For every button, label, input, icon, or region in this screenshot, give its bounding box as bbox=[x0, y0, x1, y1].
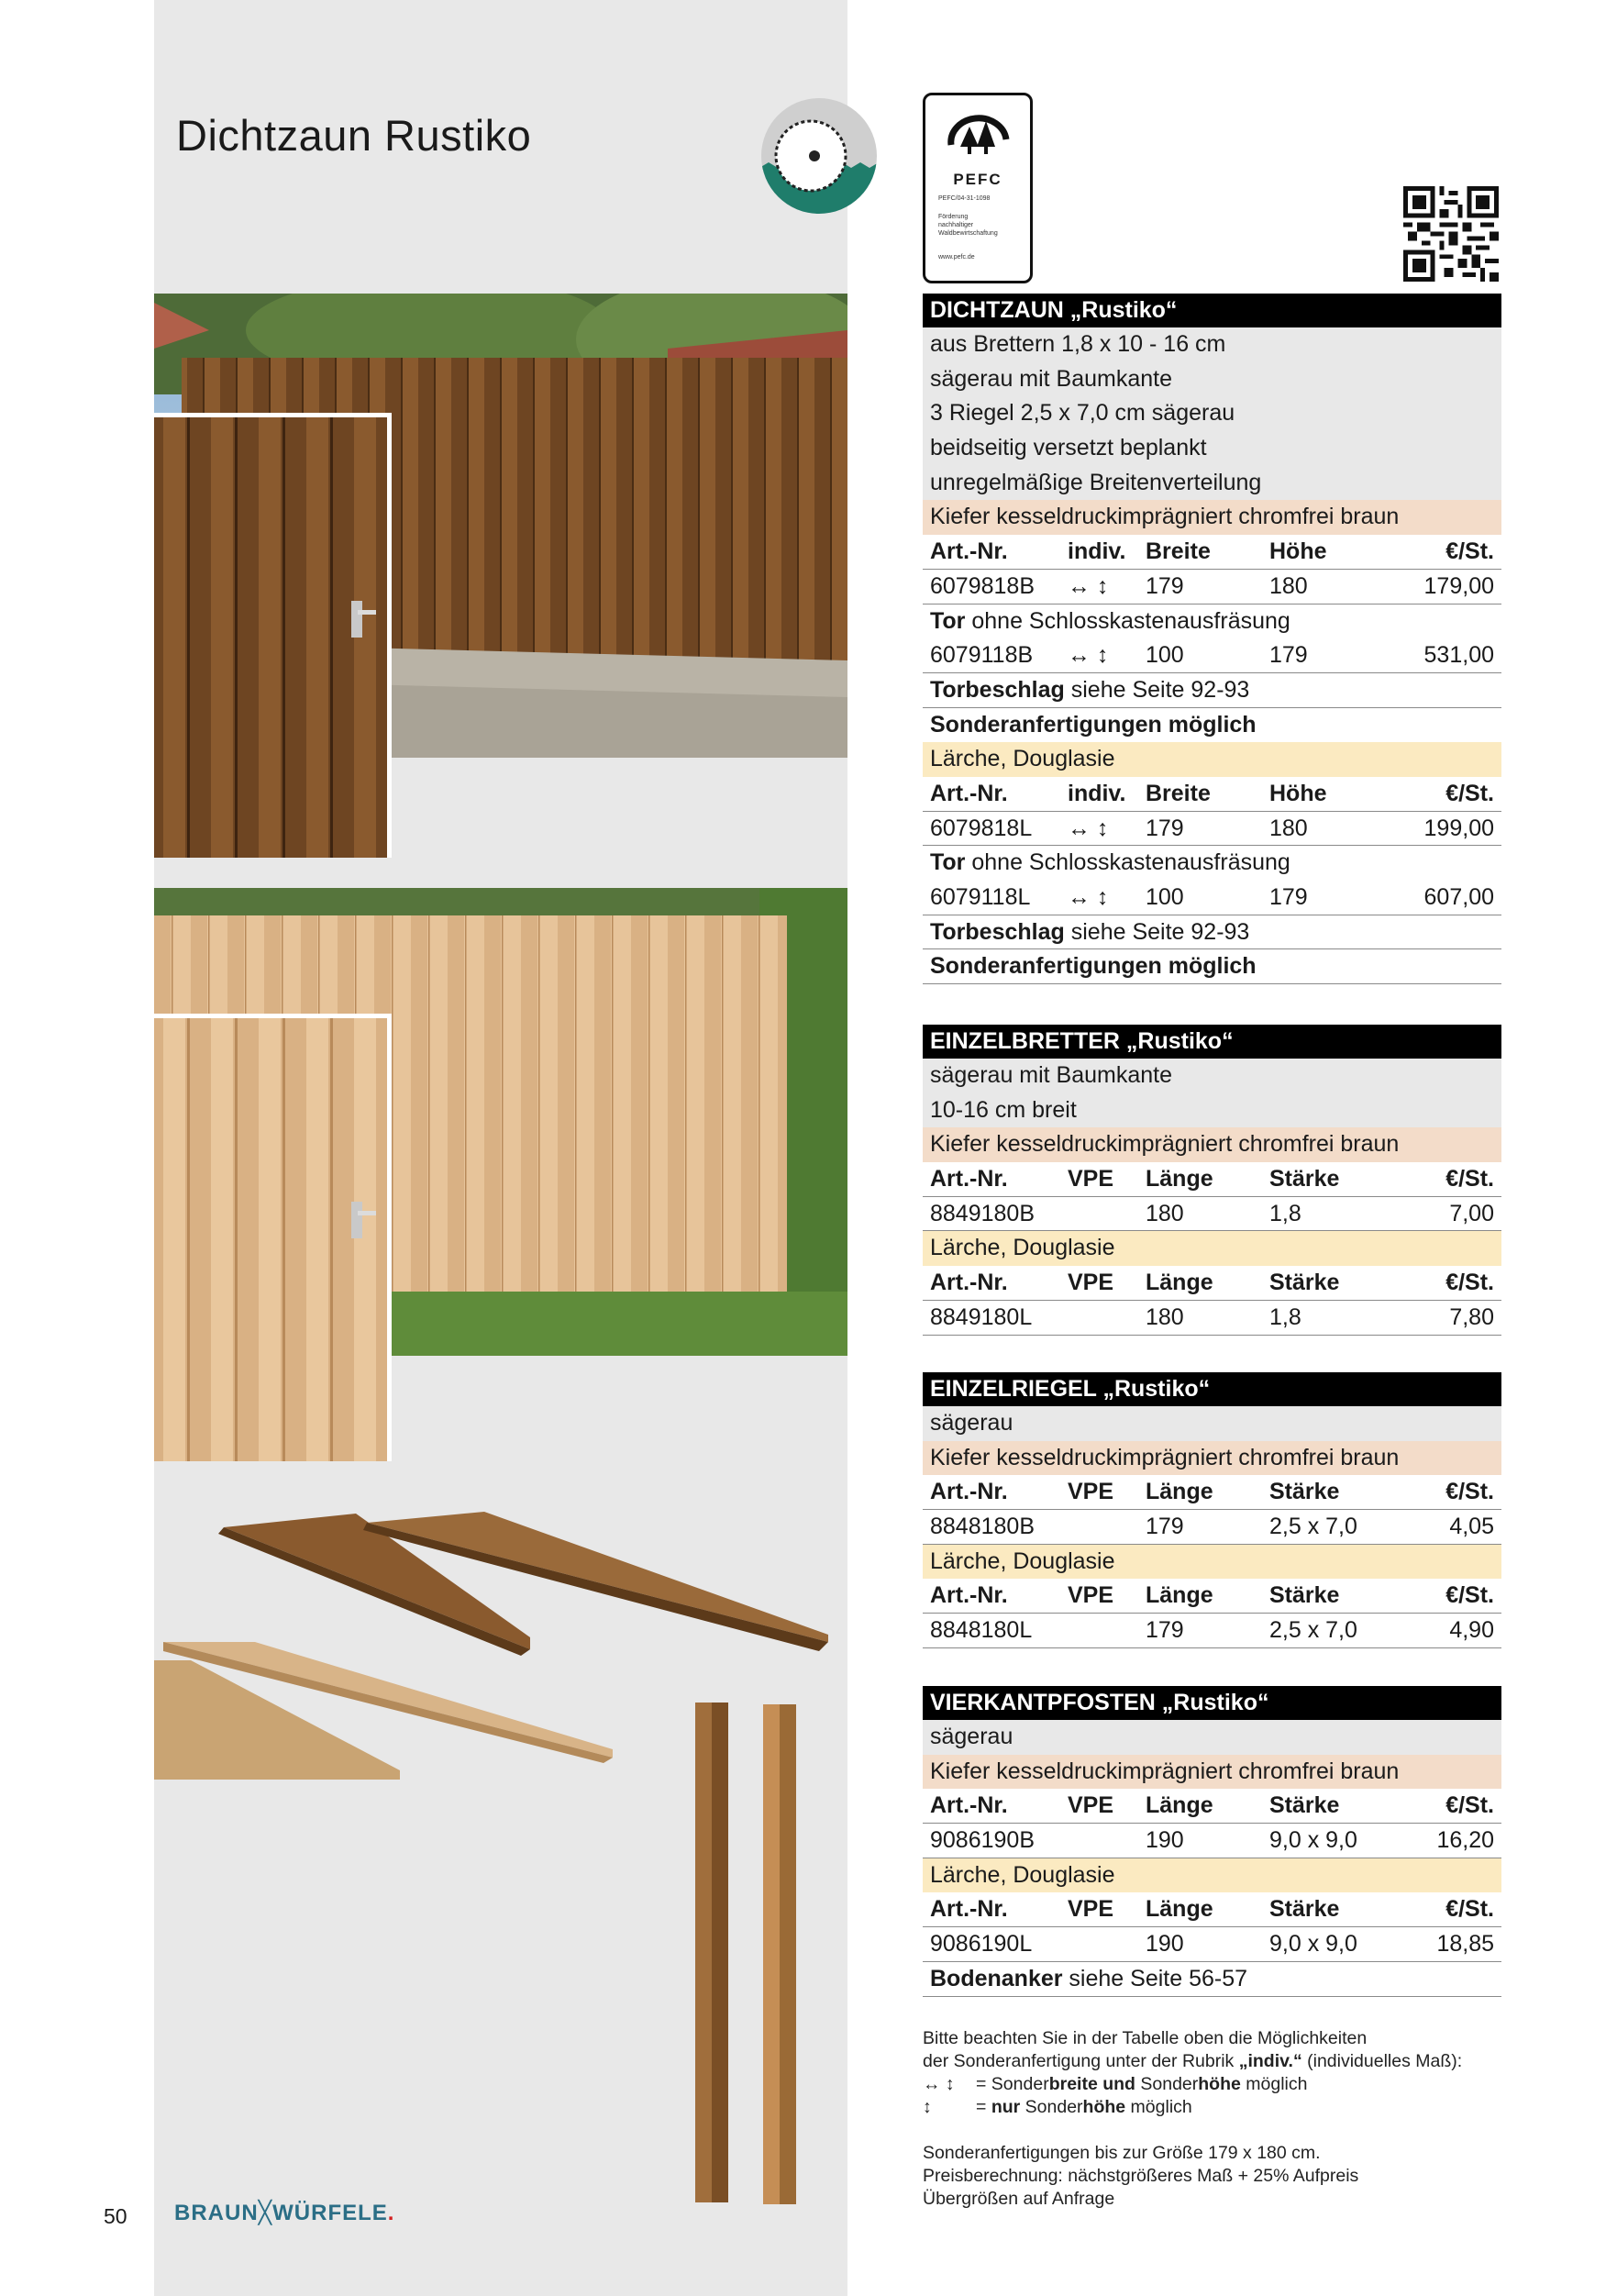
laenge: 180 bbox=[1146, 1200, 1184, 1226]
col-staerke: Stärke bbox=[1269, 1582, 1340, 1609]
col-art: Art.-Nr. bbox=[930, 1582, 1008, 1609]
col-vpe: VPE bbox=[1068, 1166, 1114, 1192]
col-staerke: Stärke bbox=[1269, 1479, 1340, 1505]
pefc-line3: Waldbewirtschaftung bbox=[938, 230, 998, 237]
art-nr: 8849180L bbox=[930, 1303, 1033, 1330]
torbeschlag-note bbox=[923, 673, 1501, 708]
brand-part1: BRAUN bbox=[174, 2201, 259, 2225]
desc-line: sägerau bbox=[923, 1720, 1501, 1755]
table-row bbox=[923, 1197, 1501, 1232]
legend-text: möglich bbox=[1240, 2074, 1308, 2094]
hoehe: 180 bbox=[1269, 815, 1308, 841]
col-art: Art.-Nr. bbox=[930, 1792, 1008, 1819]
arrows-both-icon: ↔ ↕ bbox=[923, 2074, 955, 2094]
photo-larch-gate bbox=[154, 1014, 392, 1461]
table-header bbox=[923, 1579, 1501, 1614]
col-art: Art.-Nr. bbox=[930, 1166, 1008, 1192]
art-nr: 6079818B bbox=[930, 572, 1036, 599]
tor-rest: ohne Schlosskastenausfräsung bbox=[965, 849, 1290, 876]
art-nr: 8848180L bbox=[930, 1617, 1033, 1644]
table-row bbox=[923, 881, 1501, 915]
desc-line: beidseitig versetzt beplankt bbox=[923, 431, 1501, 466]
table-header bbox=[923, 1789, 1501, 1824]
col-laenge: Länge bbox=[1146, 1896, 1213, 1923]
legend-bold: nur bbox=[991, 2097, 1021, 2117]
wood-type-kiefer: Kiefer kesseldruckimprägniert chromfrei braun bbox=[923, 1441, 1501, 1476]
legend-bold: höhe bbox=[1198, 2074, 1241, 2094]
table-row bbox=[923, 812, 1501, 847]
hoehe: 180 bbox=[1269, 572, 1308, 599]
col-price: €/St. bbox=[1445, 1582, 1494, 1609]
table-row bbox=[923, 1614, 1501, 1648]
indiv-arrows-icon: ↔ ↕ bbox=[1068, 815, 1109, 841]
table-header bbox=[923, 1475, 1501, 1510]
brand-logo bbox=[174, 2200, 394, 2226]
staerke: 2,5 x 7,0 bbox=[1269, 1514, 1357, 1540]
laenge: 179 bbox=[1146, 1514, 1184, 1540]
bodenanker-note bbox=[923, 1962, 1501, 1997]
table-header bbox=[923, 535, 1501, 570]
col-laenge: Länge bbox=[1146, 1479, 1213, 1505]
table-header bbox=[923, 1162, 1501, 1197]
desc-line: 10-16 cm breit bbox=[923, 1093, 1501, 1128]
col-vpe: VPE bbox=[1068, 1270, 1114, 1296]
bodenanker-rest: siehe Seite 56-57 bbox=[1062, 1965, 1248, 1991]
table-row bbox=[923, 638, 1501, 673]
note-post: (individuelles Maß): bbox=[1301, 2051, 1463, 2071]
col-staerke: Stärke bbox=[1269, 1896, 1340, 1923]
section-title: EINZELRIEGEL „Rustiko“ bbox=[923, 1372, 1501, 1406]
legend-text: = bbox=[976, 2097, 991, 2117]
col-price: €/St. bbox=[1445, 1479, 1494, 1505]
section-title: DICHTZAUN „Rustiko“ bbox=[923, 294, 1501, 327]
table-row bbox=[923, 1927, 1501, 1962]
art-nr: 8849180B bbox=[930, 1200, 1036, 1226]
legend-text: = Sonder bbox=[976, 2074, 1049, 2094]
col-staerke: Stärke bbox=[1269, 1270, 1340, 1296]
table-header bbox=[923, 1266, 1501, 1301]
col-laenge: Länge bbox=[1146, 1582, 1213, 1609]
sonder-note: Sonderanfertigungen möglich bbox=[923, 949, 1501, 984]
col-hoehe: Höhe bbox=[1269, 780, 1327, 806]
wood-type-kiefer: Kiefer kesseldruckimprägniert chromfrei braun bbox=[923, 1127, 1501, 1162]
legend-bold: höhe bbox=[1082, 2097, 1126, 2117]
tor-label bbox=[923, 605, 1501, 639]
arrow-vertical-icon: ↕ bbox=[923, 2097, 932, 2117]
price: 4,05 bbox=[1449, 1514, 1494, 1540]
desc-line: unregelmäßige Breitenverteilung bbox=[923, 466, 1501, 501]
col-laenge: Länge bbox=[1146, 1166, 1213, 1192]
table-row bbox=[923, 1301, 1501, 1336]
staerke: 1,8 bbox=[1269, 1303, 1301, 1330]
indiv-arrows-icon: ↔ ↕ bbox=[1068, 884, 1109, 910]
staerke: 9,0 x 9,0 bbox=[1269, 1931, 1357, 1958]
photo-loose-boards-posts bbox=[154, 1486, 847, 2220]
col-price: €/St. bbox=[1445, 1166, 1494, 1192]
col-vpe: VPE bbox=[1068, 1479, 1114, 1505]
col-price: €/St. bbox=[1445, 780, 1494, 806]
col-indiv: indiv. bbox=[1068, 538, 1126, 565]
wood-type-laerche: Lärche, Douglasie bbox=[923, 742, 1501, 777]
price: 179,00 bbox=[1423, 572, 1494, 599]
pefc-line1: Förderung bbox=[938, 214, 969, 220]
wood-type-laerche: Lärche, Douglasie bbox=[923, 1545, 1501, 1580]
col-price: €/St. bbox=[1445, 538, 1494, 565]
tor-bold: Tor bbox=[930, 849, 966, 876]
col-staerke: Stärke bbox=[1269, 1792, 1340, 1819]
col-vpe: VPE bbox=[1068, 1582, 1114, 1609]
price: 7,80 bbox=[1449, 1303, 1494, 1330]
col-indiv: indiv. bbox=[1068, 780, 1126, 806]
desc-line: sägerau mit Baumkante bbox=[923, 1059, 1501, 1093]
art-nr: 6079118L bbox=[930, 884, 1031, 910]
pefc-code: PEFC/04-31-1098 bbox=[938, 195, 991, 202]
notes-block bbox=[923, 2027, 1528, 2211]
section-title: VIERKANTPFOSTEN „Rustiko“ bbox=[923, 1686, 1501, 1720]
art-nr: 9086190B bbox=[930, 1827, 1036, 1854]
wood-type-laerche: Lärche, Douglasie bbox=[923, 1231, 1501, 1266]
torbeschlag-note bbox=[923, 915, 1501, 950]
section-einzelriegel bbox=[923, 1372, 1501, 1648]
legend-both bbox=[923, 2073, 1528, 2096]
wood-type-kiefer: Kiefer kesseldruckimprägniert chromfrei braun bbox=[923, 1755, 1501, 1790]
breite: 100 bbox=[1146, 884, 1184, 910]
desc-line: sägerau bbox=[923, 1406, 1501, 1441]
indiv-arrows-icon: ↔ ↕ bbox=[1068, 642, 1109, 669]
section-dichtzaun bbox=[923, 294, 1501, 984]
page-number: 50 bbox=[104, 2204, 127, 2228]
staerke: 1,8 bbox=[1269, 1200, 1301, 1226]
staerke: 9,0 x 9,0 bbox=[1269, 1827, 1357, 1854]
col-hoehe: Höhe bbox=[1269, 538, 1327, 565]
pefc-badge bbox=[923, 93, 1033, 283]
col-vpe: VPE bbox=[1068, 1896, 1114, 1923]
bodenanker-bold: Bodenanker bbox=[930, 1965, 1063, 1991]
note-line: Preisberechnung: nächstgrößeres Maß + 25% Aufpreis bbox=[923, 2166, 1359, 2186]
indiv-arrows-icon: ↔ ↕ bbox=[1068, 572, 1109, 599]
tor-label bbox=[923, 846, 1501, 881]
table-row bbox=[923, 1510, 1501, 1545]
legend-bold: breite und bbox=[1048, 2074, 1135, 2094]
col-price: €/St. bbox=[1445, 1792, 1494, 1819]
breite: 179 bbox=[1146, 572, 1184, 599]
table-row bbox=[923, 1824, 1501, 1858]
price: 18,85 bbox=[1436, 1931, 1494, 1958]
note-line bbox=[923, 2050, 1528, 2073]
laenge: 179 bbox=[1146, 1617, 1184, 1644]
photo-brown-gate bbox=[154, 413, 392, 858]
legend-text: Sonder bbox=[1020, 2097, 1083, 2117]
saw-blade-logo bbox=[759, 96, 879, 216]
price: 7,00 bbox=[1449, 1200, 1494, 1226]
desc-line: 3 Riegel 2,5 x 7,0 cm sägerau bbox=[923, 396, 1501, 431]
table-row bbox=[923, 570, 1501, 605]
col-art: Art.-Nr. bbox=[930, 1270, 1008, 1296]
col-art: Art.-Nr. bbox=[930, 1479, 1008, 1505]
note-pre: der Sonderanfertigung unter der Rubrik bbox=[923, 2051, 1239, 2071]
art-nr: 6079118B bbox=[930, 642, 1034, 669]
pefc-line2: nachhaltiger bbox=[938, 222, 974, 228]
staerke: 2,5 x 7,0 bbox=[1269, 1617, 1357, 1644]
note-line: Sonderanfertigungen bis zur Größe 179 x 180 cm. bbox=[923, 2143, 1321, 2163]
section-einzelbretter bbox=[923, 1025, 1501, 1336]
wood-type-laerche: Lärche, Douglasie bbox=[923, 1858, 1501, 1893]
torbeschlag-bold: Torbeschlag bbox=[930, 918, 1065, 945]
legend-text: Sonder bbox=[1135, 2074, 1199, 2094]
col-vpe: VPE bbox=[1068, 1792, 1114, 1819]
col-laenge: Länge bbox=[1146, 1270, 1213, 1296]
legend-height bbox=[923, 2096, 1528, 2119]
price: 607,00 bbox=[1423, 884, 1494, 910]
price: 531,00 bbox=[1423, 642, 1494, 669]
laenge: 190 bbox=[1146, 1931, 1184, 1958]
brand-dot: . bbox=[387, 2201, 395, 2225]
price: 16,20 bbox=[1436, 1827, 1494, 1854]
laenge: 190 bbox=[1146, 1827, 1184, 1854]
pefc-name: PEFC bbox=[953, 171, 1002, 188]
pefc-tree-icon bbox=[942, 108, 1013, 167]
table-header bbox=[923, 777, 1501, 812]
col-staerke: Stärke bbox=[1269, 1166, 1340, 1192]
hoehe: 179 bbox=[1269, 884, 1308, 910]
note-line: Übergrößen auf Anfrage bbox=[923, 2189, 1115, 2209]
torbeschlag-bold: Torbeschlag bbox=[930, 676, 1065, 703]
table-header bbox=[923, 1892, 1501, 1927]
section-title: EINZELBRETTER „Rustiko“ bbox=[923, 1025, 1501, 1059]
col-art: Art.-Nr. bbox=[930, 538, 1008, 565]
art-nr: 6079818L bbox=[930, 815, 1033, 841]
desc-line: aus Brettern 1,8 x 10 - 16 cm bbox=[923, 327, 1501, 362]
desc-line: sägerau mit Baumkante bbox=[923, 362, 1501, 397]
col-price: €/St. bbox=[1445, 1270, 1494, 1296]
col-breite: Breite bbox=[1146, 780, 1211, 806]
col-breite: Breite bbox=[1146, 538, 1211, 565]
legend-text: möglich bbox=[1125, 2097, 1192, 2117]
breite: 100 bbox=[1146, 642, 1184, 669]
qr-code bbox=[1403, 186, 1499, 282]
note-bold: „indiv.“ bbox=[1238, 2051, 1302, 2071]
torbeschlag-rest: siehe Seite 92-93 bbox=[1064, 918, 1250, 945]
torbeschlag-rest: siehe Seite 92-93 bbox=[1064, 676, 1250, 703]
pefc-url: www.pefc.de bbox=[938, 254, 975, 261]
art-nr: 9086190L bbox=[930, 1931, 1033, 1958]
col-art: Art.-Nr. bbox=[930, 780, 1008, 806]
note-line: Bitte beachten Sie in der Tabelle oben die Möglichkeiten bbox=[923, 2028, 1368, 2048]
page-title: Dichtzaun Rustiko bbox=[176, 111, 532, 160]
breite: 179 bbox=[1146, 815, 1184, 841]
hoehe: 179 bbox=[1269, 642, 1308, 669]
price: 4,90 bbox=[1449, 1617, 1494, 1644]
brand-x-icon: ╳ bbox=[258, 2201, 273, 2225]
brand-part2: WÜRFELE bbox=[272, 2201, 388, 2225]
col-art: Art.-Nr. bbox=[930, 1896, 1008, 1923]
art-nr: 8848180B bbox=[930, 1514, 1036, 1540]
tor-rest: ohne Schlosskastenausfräsung bbox=[965, 607, 1290, 634]
wood-type-kiefer: Kiefer kesseldruckimprägniert chromfrei braun bbox=[923, 500, 1501, 535]
col-price: €/St. bbox=[1445, 1896, 1494, 1923]
col-laenge: Länge bbox=[1146, 1792, 1213, 1819]
tor-bold: Tor bbox=[930, 607, 966, 634]
section-vierkantpfosten bbox=[923, 1686, 1501, 1997]
price: 199,00 bbox=[1423, 815, 1494, 841]
laenge: 180 bbox=[1146, 1303, 1184, 1330]
sonder-note: Sonderanfertigungen möglich bbox=[930, 711, 1257, 738]
